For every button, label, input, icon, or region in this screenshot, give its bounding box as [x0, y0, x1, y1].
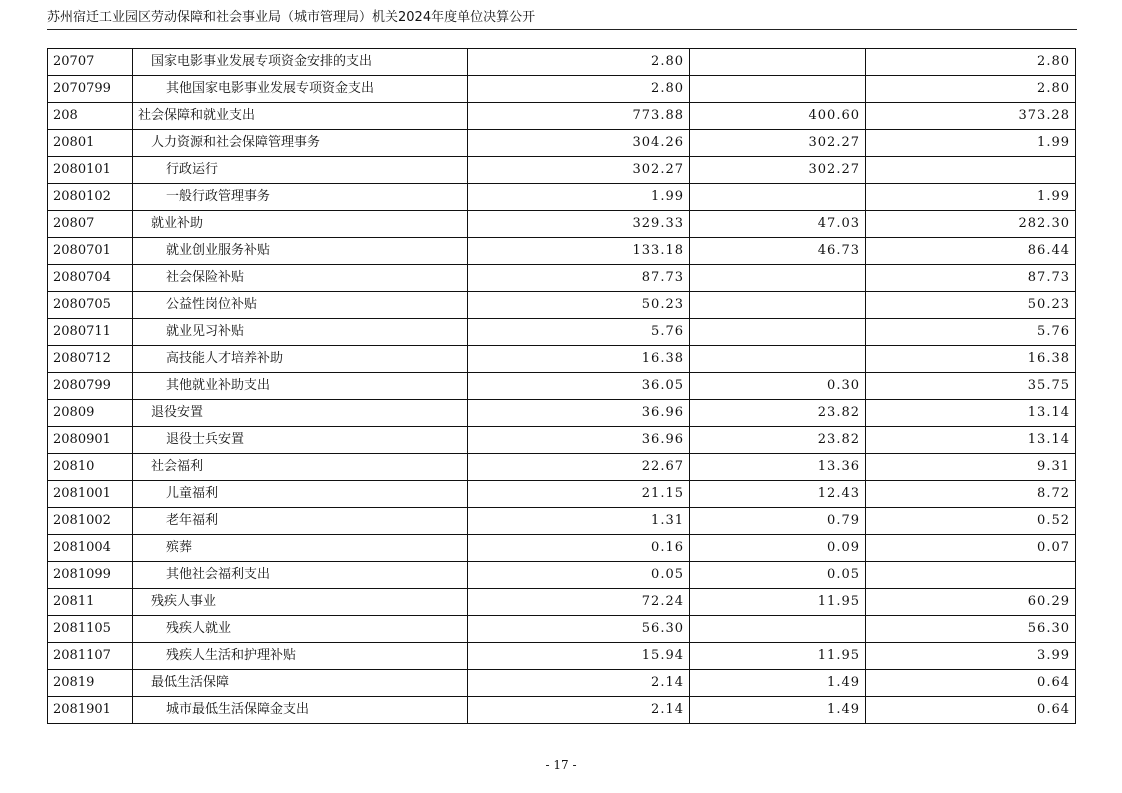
table-row — [48, 211, 1076, 238]
subject-code-cell: 20811 — [48, 589, 133, 616]
project-expenditure-cell: 2.80 — [866, 49, 1076, 76]
subject-code-cell: 2080712 — [48, 346, 133, 373]
project-expenditure-cell: 1.99 — [866, 184, 1076, 211]
table-row — [48, 346, 1076, 373]
basic-expenditure-cell: 46.73 — [690, 238, 866, 265]
basic-expenditure-cell: 1.49 — [690, 670, 866, 697]
subject-code-cell: 2080705 — [48, 292, 133, 319]
total-amount-cell: 133.18 — [468, 238, 690, 265]
table-row — [48, 130, 1076, 157]
table-row — [48, 400, 1076, 427]
table-row — [48, 292, 1076, 319]
total-amount-cell: 15.94 — [468, 643, 690, 670]
table-row — [48, 670, 1076, 697]
table-row — [48, 265, 1076, 292]
basic-expenditure-cell: 400.60 — [690, 103, 866, 130]
basic-expenditure-cell: 13.36 — [690, 454, 866, 481]
basic-expenditure-cell: 302.27 — [690, 130, 866, 157]
project-expenditure-cell: 56.30 — [866, 616, 1076, 643]
total-amount-cell: 1.31 — [468, 508, 690, 535]
project-expenditure-cell: 0.64 — [866, 697, 1076, 724]
subject-name-cell: 人力资源和社会保障管理事务 — [133, 130, 468, 157]
table-row — [48, 49, 1076, 76]
basic-expenditure-cell: 0.30 — [690, 373, 866, 400]
project-expenditure-cell: 86.44 — [866, 238, 1076, 265]
subject-code-cell: 20810 — [48, 454, 133, 481]
subject-name-cell: 社会保障和就业支出 — [133, 103, 468, 130]
subject-code-cell: 20801 — [48, 130, 133, 157]
basic-expenditure-cell — [690, 616, 866, 643]
total-amount-cell: 22.67 — [468, 454, 690, 481]
table-row — [48, 373, 1076, 400]
subject-name-cell: 行政运行 — [133, 157, 468, 184]
subject-code-cell: 20707 — [48, 49, 133, 76]
project-expenditure-cell: 13.14 — [866, 427, 1076, 454]
subject-code-cell: 2081105 — [48, 616, 133, 643]
subject-name-cell: 社会保险补贴 — [133, 265, 468, 292]
basic-expenditure-cell: 11.95 — [690, 643, 866, 670]
subject-code-cell: 2080711 — [48, 319, 133, 346]
basic-expenditure-cell: 12.43 — [690, 481, 866, 508]
project-expenditure-cell: 0.07 — [866, 535, 1076, 562]
total-amount-cell: 36.96 — [468, 427, 690, 454]
subject-name-cell: 公益性岗位补贴 — [133, 292, 468, 319]
total-amount-cell: 2.80 — [468, 49, 690, 76]
project-expenditure-cell: 35.75 — [866, 373, 1076, 400]
subject-code-cell: 2081004 — [48, 535, 133, 562]
table-row — [48, 697, 1076, 724]
total-amount-cell: 5.76 — [468, 319, 690, 346]
table-row — [48, 508, 1076, 535]
basic-expenditure-cell — [690, 76, 866, 103]
total-amount-cell: 72.24 — [468, 589, 690, 616]
subject-code-cell: 2081107 — [48, 643, 133, 670]
total-amount-cell: 16.38 — [468, 346, 690, 373]
table-row — [48, 238, 1076, 265]
table-row — [48, 76, 1076, 103]
subject-name-cell: 儿童福利 — [133, 481, 468, 508]
subject-name-cell: 退役士兵安置 — [133, 427, 468, 454]
subject-name-cell: 就业创业服务补贴 — [133, 238, 468, 265]
subject-code-cell: 2081901 — [48, 697, 133, 724]
subject-name-cell: 残疾人生活和护理补贴 — [133, 643, 468, 670]
total-amount-cell: 2.80 — [468, 76, 690, 103]
page-header: 苏州宿迁工业园区劳动保障和社会事业局（城市管理局）机关2024年度单位决算公开 — [47, 10, 536, 25]
subject-code-cell: 2080799 — [48, 373, 133, 400]
basic-expenditure-cell: 0.09 — [690, 535, 866, 562]
basic-expenditure-cell: 47.03 — [690, 211, 866, 238]
basic-expenditure-cell — [690, 319, 866, 346]
total-amount-cell: 21.15 — [468, 481, 690, 508]
subject-name-cell: 其他国家电影事业发展专项资金支出 — [133, 76, 468, 103]
subject-name-cell: 就业补助 — [133, 211, 468, 238]
project-expenditure-cell: 0.64 — [866, 670, 1076, 697]
project-expenditure-cell — [866, 157, 1076, 184]
table-row — [48, 535, 1076, 562]
subject-name-cell: 社会福利 — [133, 454, 468, 481]
total-amount-cell: 1.99 — [468, 184, 690, 211]
subject-name-cell: 其他就业补助支出 — [133, 373, 468, 400]
table-row — [48, 562, 1076, 589]
basic-expenditure-cell: 23.82 — [690, 427, 866, 454]
basic-expenditure-cell — [690, 265, 866, 292]
table-row — [48, 103, 1076, 130]
subject-code-cell: 2081099 — [48, 562, 133, 589]
total-amount-cell: 329.33 — [468, 211, 690, 238]
basic-expenditure-cell — [690, 346, 866, 373]
project-expenditure-cell: 282.30 — [866, 211, 1076, 238]
subject-name-cell: 最低生活保障 — [133, 670, 468, 697]
table-row — [48, 643, 1076, 670]
total-amount-cell: 304.26 — [468, 130, 690, 157]
subject-code-cell: 20809 — [48, 400, 133, 427]
page-number: - 17 - — [545, 758, 577, 772]
subject-name-cell: 高技能人才培养补助 — [133, 346, 468, 373]
subject-name-cell: 就业见习补贴 — [133, 319, 468, 346]
subject-code-cell: 2070799 — [48, 76, 133, 103]
total-amount-cell: 36.05 — [468, 373, 690, 400]
budget-table-body — [48, 49, 1076, 724]
basic-expenditure-cell: 302.27 — [690, 157, 866, 184]
project-expenditure-cell — [866, 562, 1076, 589]
table-row — [48, 454, 1076, 481]
table-row — [48, 589, 1076, 616]
project-expenditure-cell: 60.29 — [866, 589, 1076, 616]
project-expenditure-cell: 9.31 — [866, 454, 1076, 481]
basic-expenditure-cell: 1.49 — [690, 697, 866, 724]
basic-expenditure-cell: 0.05 — [690, 562, 866, 589]
subject-code-cell: 20819 — [48, 670, 133, 697]
basic-expenditure-cell — [690, 49, 866, 76]
table-row — [48, 481, 1076, 508]
total-amount-cell: 2.14 — [468, 697, 690, 724]
project-expenditure-cell: 87.73 — [866, 265, 1076, 292]
subject-name-cell: 其他社会福利支出 — [133, 562, 468, 589]
subject-name-cell: 老年福利 — [133, 508, 468, 535]
project-expenditure-cell: 8.72 — [866, 481, 1076, 508]
basic-expenditure-cell — [690, 184, 866, 211]
basic-expenditure-cell: 23.82 — [690, 400, 866, 427]
project-expenditure-cell: 3.99 — [866, 643, 1076, 670]
subject-code-cell: 2080704 — [48, 265, 133, 292]
subject-code-cell: 208 — [48, 103, 133, 130]
total-amount-cell: 302.27 — [468, 157, 690, 184]
table-row — [48, 184, 1076, 211]
table-row — [48, 427, 1076, 454]
subject-code-cell: 2080102 — [48, 184, 133, 211]
subject-code-cell: 20807 — [48, 211, 133, 238]
header-rule — [47, 29, 1077, 30]
total-amount-cell: 50.23 — [468, 292, 690, 319]
project-expenditure-cell: 13.14 — [866, 400, 1076, 427]
basic-expenditure-cell: 11.95 — [690, 589, 866, 616]
project-expenditure-cell: 373.28 — [866, 103, 1076, 130]
project-expenditure-cell: 1.99 — [866, 130, 1076, 157]
total-amount-cell: 773.88 — [468, 103, 690, 130]
subject-code-cell: 2080901 — [48, 427, 133, 454]
project-expenditure-cell: 5.76 — [866, 319, 1076, 346]
subject-code-cell: 2080101 — [48, 157, 133, 184]
total-amount-cell: 2.14 — [468, 670, 690, 697]
table-row — [48, 319, 1076, 346]
subject-code-cell: 2080701 — [48, 238, 133, 265]
subject-name-cell: 一般行政管理事务 — [133, 184, 468, 211]
subject-code-cell: 2081002 — [48, 508, 133, 535]
project-expenditure-cell: 16.38 — [866, 346, 1076, 373]
total-amount-cell: 87.73 — [468, 265, 690, 292]
subject-name-cell: 残疾人就业 — [133, 616, 468, 643]
subject-name-cell: 残疾人事业 — [133, 589, 468, 616]
subject-name-cell: 国家电影事业发展专项资金安排的支出 — [133, 49, 468, 76]
table-row — [48, 157, 1076, 184]
total-amount-cell: 56.30 — [468, 616, 690, 643]
subject-name-cell: 殡葬 — [133, 535, 468, 562]
subject-name-cell: 城市最低生活保障金支出 — [133, 697, 468, 724]
total-amount-cell: 0.16 — [468, 535, 690, 562]
project-expenditure-cell: 50.23 — [866, 292, 1076, 319]
basic-expenditure-cell: 0.79 — [690, 508, 866, 535]
budget-table — [47, 48, 1076, 724]
project-expenditure-cell: 2.80 — [866, 76, 1076, 103]
table-row — [48, 616, 1076, 643]
basic-expenditure-cell — [690, 292, 866, 319]
subject-name-cell: 退役安置 — [133, 400, 468, 427]
project-expenditure-cell: 0.52 — [866, 508, 1076, 535]
subject-code-cell: 2081001 — [48, 481, 133, 508]
total-amount-cell: 0.05 — [468, 562, 690, 589]
total-amount-cell: 36.96 — [468, 400, 690, 427]
